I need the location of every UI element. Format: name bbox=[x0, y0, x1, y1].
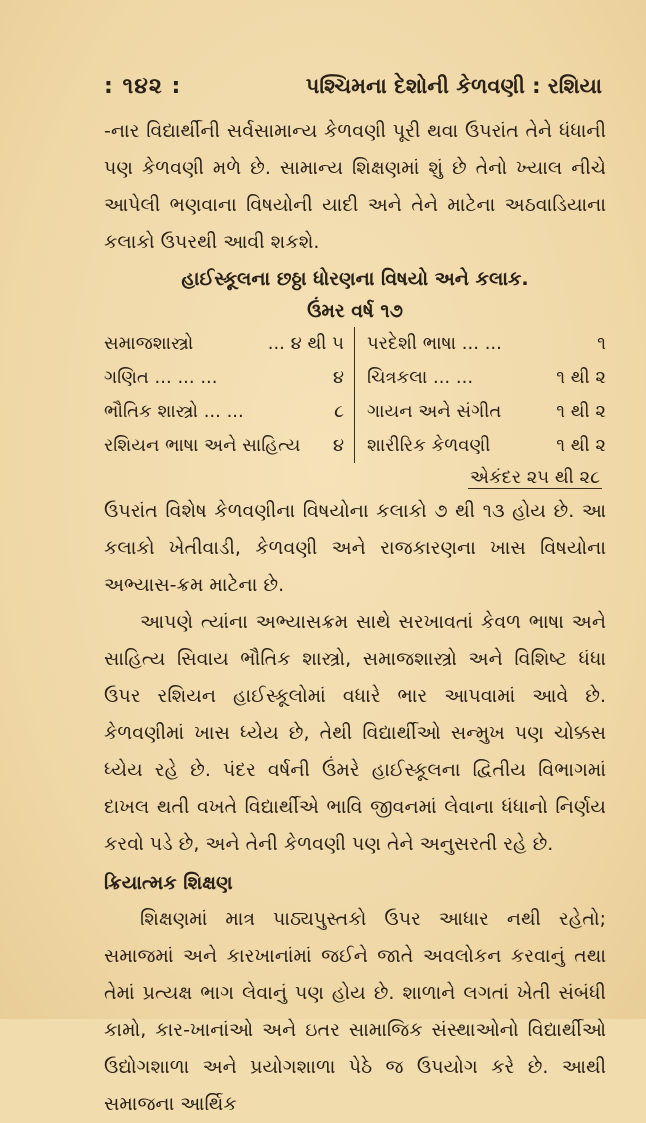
schedule-age: ઉંમર વર્ષ ૧૭ bbox=[307, 300, 403, 322]
paragraph-2: ઉપરાંત વિશેષ કેળવણીના વિષયોના કલાકો ૭ થી ૧૩ હોય છે. આ કલાકો ખેતીવાડી, કેળવણી અને રાજકારણના ખાસ વિષયોના અભ્યાસ-ક્રમ માટેના છે. bbox=[104, 500, 606, 596]
subject-schedule-table bbox=[104, 327, 606, 463]
paragraph-3: આપણે ત્યાંના અભ્યાસક્રમ સાથે સરખાવતાં કેવળ ભાષા અને સાહિત્ય સિવાય ભૌતિક શાસ્ત્રો, સમાજશાસ્ત્રો અને વિશિષ્ટ ધંધા ઉપર રશિયન હાઈસ્કૂલોમાં વધારે ભાર આપવામાં આવે છે. કેળવણીમાં ખાસ ધ્યેય છે, તેથી વિદ્યાર્થીઓ સન્મુખ પણ ચોક્કસ ધ્યેય રહે છે. પંદર વર્ષની ઉંમરે હાઈસ્કૂલના દ્વિતીય વિભાગમાં દાખલ થતી વખતે વિદ્યાર્થીએ ભાવિ જીવનમાં લેવાના ધંધાનો નિર્ણય કરવો પડે છે, અને તેની કેળવણી પણ તેને અનુસરતી રહે છે. bbox=[104, 611, 606, 855]
schedule-row: ગાયન અને સંગીત ૧ થી ૨ bbox=[367, 401, 606, 422]
schedule-heading: હાઈસ્કૂલના છઠ્ઠા ધોરણના વિષયો અને કલાક. bbox=[181, 268, 529, 290]
page-number: : ૧૪૨ : bbox=[104, 74, 182, 99]
schedule-row: ગણિત ... ... ... ૪ bbox=[104, 367, 344, 388]
paragraph-4: શિક્ષણમાં માત્ર પાઠ્યપુસ્તકો ઉપર આધાર નથી રહેતો; સમાજમાં અને કારખાનાંમાં જઈને જાતે અવલોકન કરવાનું તથા તેમાં પ્રત્યક્ષ ભાગ લેવાનું પણ હોય છે. શાળાને લગતાં ખેતી સંબંધી કામો, કાર-ખાનાંઓ અને ઇતર સામાજિક સંસ્થાઓનો વિદ્યાર્થીઓ ઉદ્યોગશાળા અને પ્રયોગશાળા પેઠે જ ઉપયોગ કરે છે. આથી સમાજના આર્થિક bbox=[104, 908, 606, 1115]
section-heading: ક્રિયાત્મક શિક્ષણ bbox=[104, 872, 233, 894]
schedule-row: રશિયન ભાષા અને સાહિત્ય ૪ bbox=[104, 435, 344, 456]
schedule-right-column bbox=[355, 327, 606, 463]
schedule-row: સમાજશાસ્ત્રો ... ૪ થી ૫ bbox=[104, 333, 344, 354]
paragraph-1: -નાર વિદ્યાર્થીની સર્વસામાન્ય કેળવણી પૂરી થવા ઉપરાંત તેને ધંધાની પણ કેળવણી મળે છે. સામાન્ય શિક્ષણમાં શું છે તેનો ખ્યાલ નીચે આપેલી ભણવાના વિષયોની યાદી અને તેને માટેના અઠવાડિયાના કલાકો ઉપરથી આવી શકશે. bbox=[104, 120, 606, 253]
schedule-row: ભૌતિક શાસ્ત્રો ... ... ૮ bbox=[104, 401, 344, 422]
page-header bbox=[104, 74, 606, 99]
schedule-total: એકંદર ૨૫ થી ૨૮ bbox=[469, 467, 600, 488]
schedule-row: પરદેશી ભાષા ... ... ૧ bbox=[367, 333, 606, 354]
running-title: પશ્ચિમના દેશોની કેળવણી : રશિયા bbox=[305, 74, 602, 98]
schedule-left-column bbox=[104, 327, 355, 463]
schedule-row: શારીરિક કેળવણી ૧ થી ૨ bbox=[367, 435, 606, 456]
schedule-row: ચિત્રકલા ... ... ૧ થી ૨ bbox=[367, 367, 606, 388]
